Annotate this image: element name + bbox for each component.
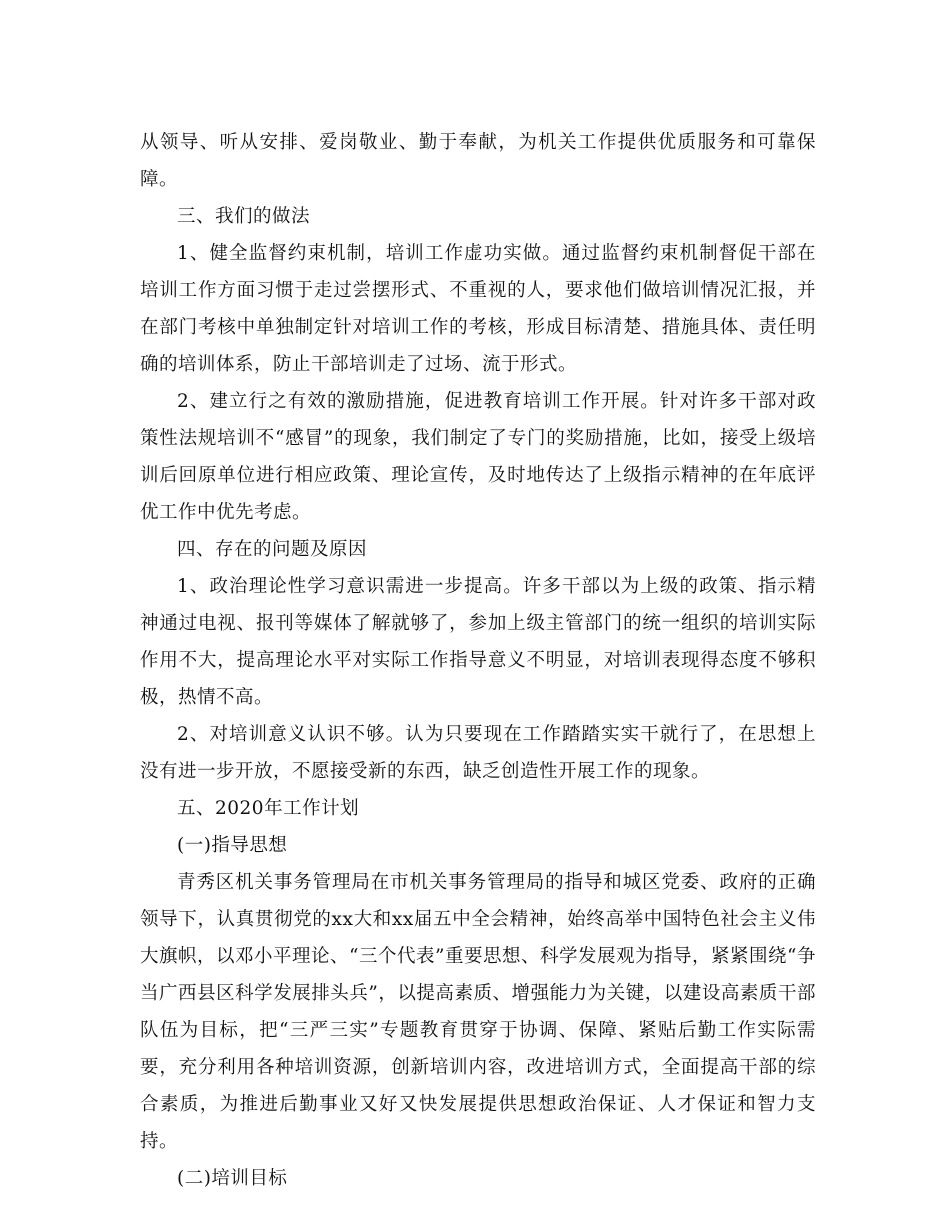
section-heading-problems: 四、存在的问题及原因 bbox=[177, 539, 368, 560]
paragraph-incentive-measures: 2、建立行之有效的激励措施，促进教育培训工作开展。针对许多干部对政策性法规培训不“感冒”的现象，我们制定了专门的奖励措施，比如，接受上级培训后回原单位进行相应政策、理论宣传，及时地传达了上级指示精神的在年底评优工作中优先考虑。 bbox=[140, 391, 816, 523]
paragraph-continuation: 从领导、听从安排、爱岗敬业、勤于奉献，为机关工作提供优质服务和可靠保障。 bbox=[140, 132, 816, 190]
subheading-guiding-ideology: (一)指导思想 bbox=[177, 835, 288, 856]
paragraph-theory-awareness: 1、政治理论性学习意识需进一步提高。许多干部以为上级的政策、指示精神通过电视、报刊等媒体了解就够了，参加上级主管部门的统一组织的培训实际作用不大，提高理论水平对实际工作指导意义不明显，对培训表现得态度不够积极，热情不高。 bbox=[140, 576, 816, 708]
paragraph-supervision-mechanism: 1、健全监督约束机制，培训工作虚功实做。通过监督约束机制督促干部在培训工作方面习惯于走过尝摆形式、不重视的人，要求他们做培训情况汇报，并在部门考核中单独制定针对培训工作的考核，形成目标清楚、措施具体、责任明确的培训体系，防止干部培训走了过场、流于形式。 bbox=[140, 243, 816, 375]
paragraph-guiding-ideology: 青秀区机关事务管理局在市机关事务管理局的指导和城区党委、政府的正确领导下，认真贯彻党的xx大和xx届五中全会精神，始终高举中国特色社会主义伟大旗帜，以邓小平理论、“三个代表”重要思想、科学发展观为指导，紧紧围绕“争当广西县区科学发展排头兵”，以提高素质、增强能力为关键，以建设高素质干部队伍为目标，把“三严三实”专题教育贯穿于协调、保障、紧贴后勤工作实际需要，充分利用各种培训资源，创新培训内容，改进培训方式，全面提高干部的综合素质，为推进后勤事业又好又快发展提供思想政治保证、人才保证和智力支持。 bbox=[140, 872, 816, 1152]
section-heading-our-approach: 三、我们的做法 bbox=[177, 206, 311, 227]
section-heading-work-plan: 五、2020年工作计划 bbox=[177, 798, 360, 819]
document-body bbox=[140, 124, 816, 1197]
paragraph-training-recognition: 2、对培训意义认识不够。认为只要现在工作踏踏实实干就行了，在思想上没有进一步开放，不愿接受新的东西，缺乏创造性开展工作的现象。 bbox=[140, 724, 816, 782]
subheading-training-goals: (二)培训目标 bbox=[177, 1168, 288, 1189]
